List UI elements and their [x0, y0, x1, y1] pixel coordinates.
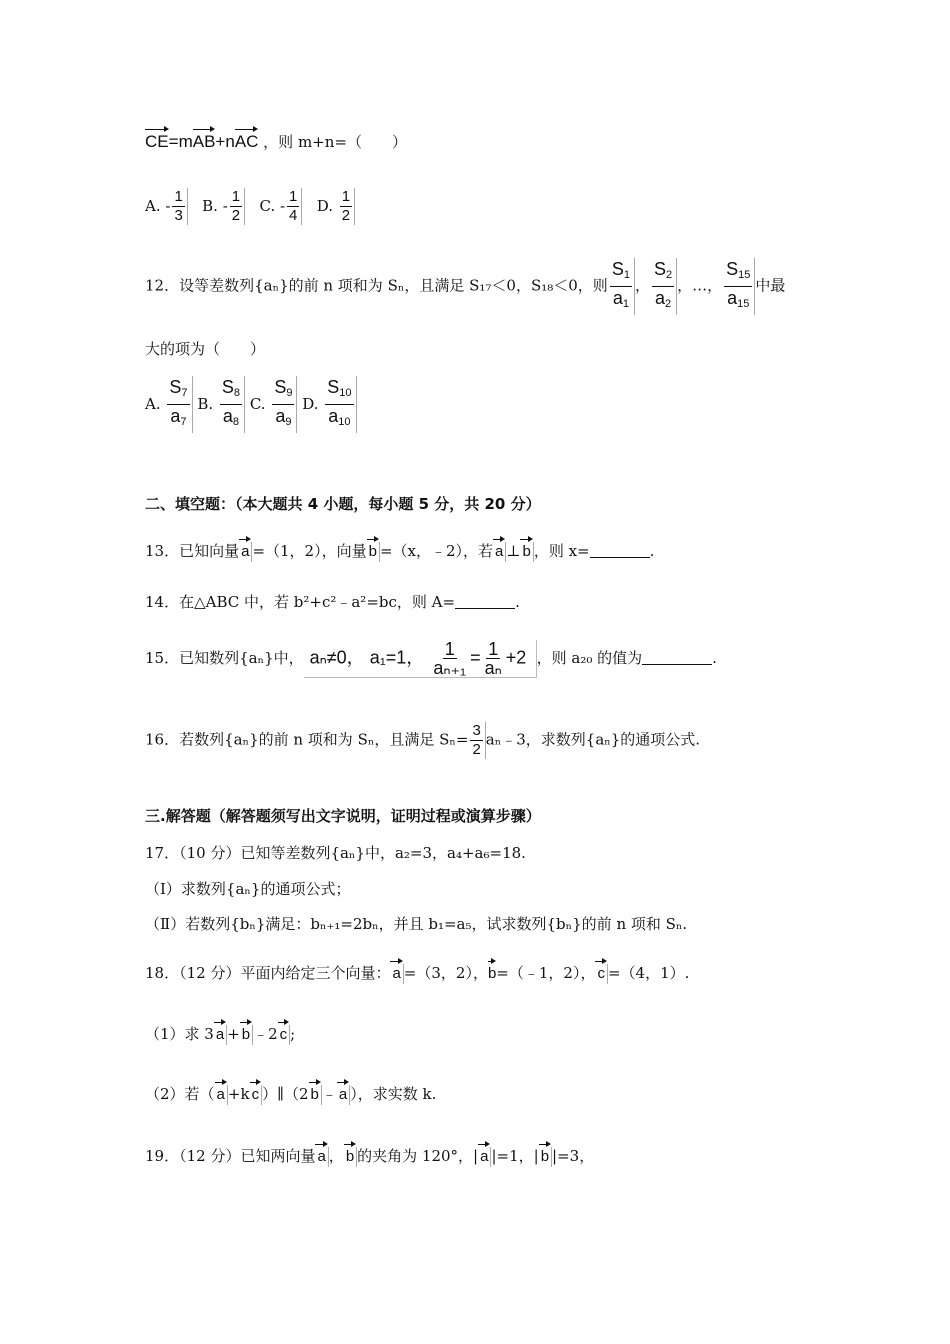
vector-b: b	[309, 1085, 322, 1105]
fraction: $\frac{S_8}{a_8}$	[218, 376, 245, 433]
fraction	[285, 188, 302, 225]
vector-a: a	[215, 1085, 228, 1105]
fraction-numerator: 1	[444, 639, 455, 659]
condition: aₙ≠0，	[309, 647, 365, 668]
fraction: $\frac{S_9}{a_9}$	[270, 376, 297, 433]
fraction-denominator: aₙ₊₁	[433, 658, 467, 678]
subscript: 9	[286, 387, 293, 399]
q18-text: （1）求 3	[145, 1025, 214, 1043]
fraction	[429, 640, 470, 677]
subscript: 15	[737, 298, 750, 310]
vector-a: a	[239, 542, 252, 562]
q13-text: 13．已知向量	[145, 542, 240, 560]
q16	[145, 722, 700, 759]
q13-text: =（x，﹣2），若	[379, 542, 494, 560]
subscript: 10	[338, 416, 351, 428]
subscript: 2	[665, 269, 673, 281]
q18-part2	[145, 1084, 436, 1105]
fraction	[608, 258, 635, 315]
q19-text: ，	[328, 1147, 344, 1165]
vector-a: a	[214, 1025, 227, 1045]
fraction	[650, 258, 677, 315]
q15-text: ，则 a₂₀ 的值为	[536, 649, 643, 667]
q18-text: +	[227, 1025, 240, 1043]
vector-b: b	[240, 1025, 253, 1045]
q12-option-b[interactable]	[197, 377, 250, 428]
fraction	[481, 640, 506, 677]
vector-a: a	[493, 542, 506, 562]
coef-m: m	[178, 132, 193, 151]
option-label: B.	[197, 394, 214, 413]
fraction-numerator: 1	[341, 188, 351, 205]
q17-part2: （Ⅱ）若数列{bₙ}满足：bₙ₊₁=2bₙ，并且 b₁=a₅，试求数列{bₙ}的前 n 项和 Sₙ.	[145, 915, 688, 933]
q11-option-b[interactable]	[202, 188, 250, 224]
q12-suffix: 中最	[755, 276, 786, 295]
vector-c: c	[250, 1085, 263, 1105]
vector-c: c	[595, 964, 608, 984]
fraction-denominator: a	[654, 288, 665, 308]
subscript: 2	[664, 298, 672, 310]
vector-ac: AC	[234, 132, 259, 151]
vector-ab: AB	[192, 132, 216, 151]
fraction: $\frac{S_7}{a_7}$	[165, 376, 192, 433]
option-label: D.	[302, 394, 319, 413]
q13-text: ，则 x=	[533, 542, 590, 560]
q14-text: 14．在△ABC 中，若 b²+c²﹣a²=bc，则 A=	[145, 593, 456, 611]
equals: =	[470, 647, 481, 668]
answer-blank[interactable]	[590, 543, 650, 558]
fraction-numerator: S	[611, 259, 624, 279]
q14-text: .	[515, 593, 520, 611]
q11-option-a[interactable]	[145, 188, 193, 224]
vector-b: b	[344, 1147, 357, 1167]
subscript: 8	[233, 387, 241, 399]
q13-text: =（1，2），向量	[252, 542, 367, 560]
fraction-denominator: 2	[341, 207, 351, 224]
answer-blank[interactable]	[642, 650, 712, 665]
q18-text: =（4，1）.	[607, 964, 690, 982]
q18-text: ﹣2	[253, 1025, 278, 1043]
option-sign: -	[279, 196, 286, 215]
q15-text: .	[712, 649, 717, 667]
fraction-denominator: a	[727, 288, 738, 308]
fraction-numerator: S	[653, 259, 666, 279]
fraction-numerator: 1	[488, 639, 499, 659]
fraction	[468, 722, 485, 759]
subscript: 8	[232, 416, 240, 428]
fraction	[170, 188, 187, 225]
vector-a: a	[315, 1147, 328, 1167]
q17-part1: （Ⅰ）求数列{aₙ}的通项公式；	[145, 880, 351, 898]
fraction-numerator: 1	[289, 188, 298, 205]
vector-a: a	[478, 1147, 491, 1167]
option-label: C.	[259, 196, 276, 215]
q13-text: .	[649, 542, 655, 560]
fraction-numerator: S	[726, 259, 739, 279]
perpendicular-symbol: ⊥	[506, 542, 521, 560]
q12-prefix: 12．设等差数列{aₙ}的前 n 项和为 Sₙ，且满足 S₁₇＜0，S₁₈＜0，则	[145, 276, 608, 295]
q12-option-d[interactable]	[302, 377, 356, 428]
q14	[145, 592, 520, 612]
fraction-denominator: 2	[472, 741, 481, 758]
q11-option-c[interactable]	[259, 188, 307, 224]
fraction-numerator: 3	[472, 722, 481, 739]
subscript: 7	[181, 387, 188, 399]
option-label: A.	[145, 394, 161, 413]
q16-text: aₙ﹣3，求数列{aₙ}的通项公式.	[485, 730, 701, 749]
option-label: C.	[249, 394, 266, 413]
coef-n: +n	[215, 132, 235, 151]
subscript: 1	[623, 269, 630, 281]
q11-option-d[interactable]	[316, 188, 355, 224]
q17-stem: 17．（10 分）已知等差数列{aₙ}中，a₂=3，a₄+a₆=18.	[145, 844, 526, 862]
fraction: $\frac{S_{10}}{a_{10}}$	[323, 376, 356, 433]
vector-b: b	[367, 542, 380, 562]
section2-heading: 二、填空题：（本大题共 4 小题，每小题 5 分，共 20 分）	[145, 495, 541, 513]
option-sign: -	[165, 196, 171, 215]
q12-stem	[145, 258, 785, 315]
q11-question-text: ，则 m+n=（ ）	[263, 133, 407, 151]
q18-stem	[145, 963, 689, 984]
vector-b: b	[487, 965, 497, 982]
q18-text: ﹣	[321, 1085, 337, 1103]
q12-option-c[interactable]	[249, 377, 302, 428]
fraction-denominator: a	[612, 288, 623, 308]
vector-b: b	[539, 1147, 552, 1167]
section3-heading: 三.解答题（解答题须写出文字说明，证明过程或演算步骤）	[145, 807, 541, 825]
q19-text: |=1，|	[491, 1147, 539, 1165]
fraction-numerator: 1	[174, 188, 183, 205]
fraction-denominator: 2	[231, 207, 241, 224]
subscript: 9	[285, 416, 292, 428]
q19-text: 19．（12 分）已知两向量	[145, 1147, 316, 1165]
fraction	[338, 188, 355, 225]
q11-options	[145, 188, 355, 225]
fraction	[228, 188, 245, 225]
condition: a₁=1，	[369, 647, 425, 668]
q19-stem	[145, 1146, 594, 1167]
q18-text: =（﹣1，2），	[496, 964, 596, 982]
separator: ，…，	[677, 276, 723, 295]
fraction-denominator: 3	[174, 207, 183, 224]
vector-a: a	[390, 964, 403, 984]
q12-line2: 大的项为（ ）	[145, 340, 266, 358]
fraction-numerator: 1	[231, 188, 241, 205]
q18-text: （2）若（	[145, 1085, 215, 1103]
q12-option-a[interactable]	[145, 377, 197, 428]
q18-text: +k	[227, 1085, 250, 1103]
option-sign: -	[222, 196, 228, 215]
q19-text: |=3，	[552, 1147, 595, 1165]
vector-a: a	[337, 1085, 350, 1105]
subscript: 10	[339, 387, 352, 399]
q18-text: ），求实数 k.	[350, 1085, 437, 1103]
vector-b: b	[520, 542, 533, 562]
subscript: 1	[622, 298, 629, 310]
option-label: B.	[202, 196, 218, 215]
q15-text: 15．已知数列{aₙ}中，	[145, 649, 304, 667]
q18-part1	[145, 1024, 295, 1045]
vector-c: c	[278, 1025, 291, 1045]
q18-text: =（3，2），	[403, 964, 488, 982]
subscript: 15	[738, 269, 751, 281]
q18-text: ;	[290, 1025, 296, 1043]
q11-formula-line: CE=mAB+nAC ，则 m+n=（ ）	[145, 132, 407, 151]
q18-text: 18．（12 分）平面内给定三个向量：	[145, 964, 391, 982]
q12-options	[145, 376, 357, 433]
separator: ，	[634, 276, 650, 295]
q19-text: 的夹角为 120°，|	[357, 1147, 479, 1165]
answer-blank[interactable]	[455, 594, 515, 609]
vector-ce: CE	[145, 132, 169, 151]
plus-term: +2	[505, 647, 527, 668]
q15-condition-box	[304, 640, 537, 678]
fraction	[722, 258, 755, 315]
q18-text: ）∥（2	[262, 1085, 309, 1103]
subscript: 7	[180, 416, 187, 428]
q16-text: 16．若数列{aₙ}的前 n 项和为 Sₙ，且满足 Sₙ=	[145, 730, 469, 749]
q15	[145, 640, 717, 678]
q13	[145, 541, 654, 562]
option-label: D.	[316, 196, 333, 215]
fraction-denominator: 4	[289, 207, 298, 224]
option-label: A.	[145, 196, 161, 215]
fraction-denominator: aₙ	[484, 658, 502, 678]
